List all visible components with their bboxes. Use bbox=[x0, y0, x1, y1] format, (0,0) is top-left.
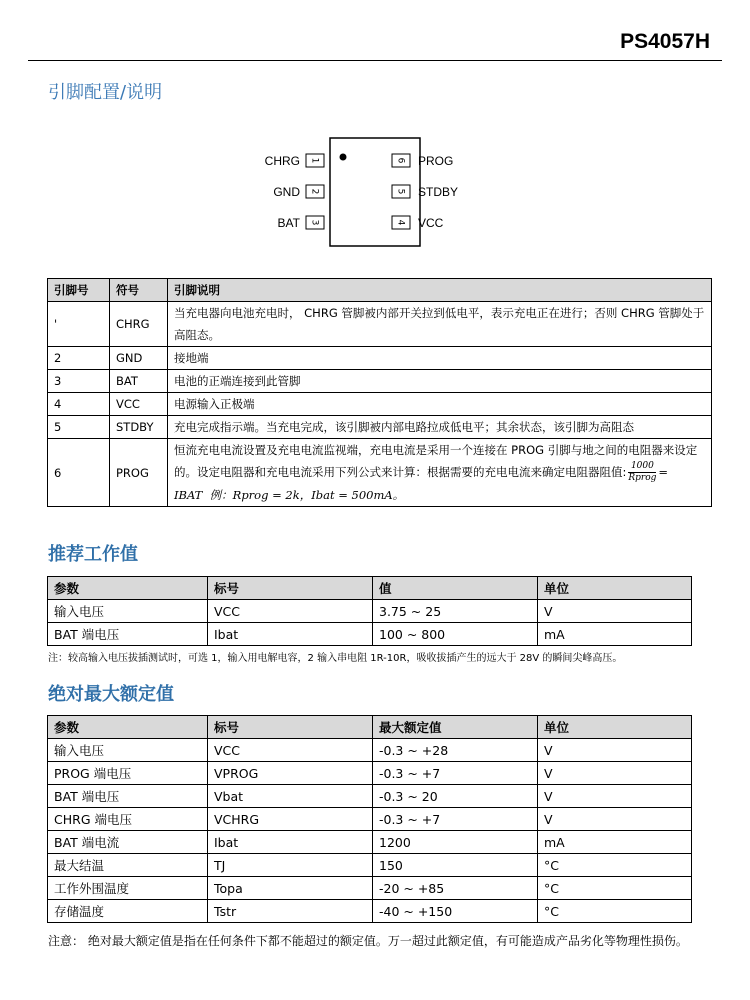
table-cell: -0.3 ~ 20 bbox=[373, 785, 538, 808]
header-cell: 值 bbox=[373, 577, 538, 600]
table-row bbox=[48, 623, 692, 646]
pin-number: 3 bbox=[48, 370, 110, 393]
pin-num-5: 5 bbox=[395, 188, 406, 195]
table-cell: BAT 端电压 bbox=[48, 623, 208, 646]
table-cell: Tstr bbox=[208, 900, 373, 923]
pin-number: 6 bbox=[48, 439, 110, 507]
header-cell: 单位 bbox=[538, 577, 692, 600]
table-cell: °C bbox=[538, 854, 692, 877]
table-cell: V bbox=[538, 600, 692, 623]
table-cell: 输入电压 bbox=[48, 739, 208, 762]
table-row bbox=[48, 762, 692, 785]
table-cell: V bbox=[538, 785, 692, 808]
formula-denominator: Rprog bbox=[628, 473, 657, 483]
pin-label-chrg: CHRG bbox=[264, 154, 300, 168]
pin-num-3: 3 bbox=[309, 219, 320, 226]
pin-number: 2 bbox=[48, 347, 110, 370]
table-cell: 150 bbox=[373, 854, 538, 877]
pin-description: 当充电器向电池充电时， CHRG 管脚被内部开关拉到低电平，表示充电正在进行；否则 CHRG 管脚处于高阻态。 bbox=[168, 302, 712, 347]
absolute-max-note: 注意： 绝对最大额定值是指在任何条件下都不能超过的额定值。万一超过此额定值，有可能造成产品劣化等物理性损伤。 bbox=[48, 934, 688, 948]
pin-symbol: BAT bbox=[110, 370, 168, 393]
table-cell: mA bbox=[538, 831, 692, 854]
table-row bbox=[48, 739, 692, 762]
header-cell: 单位 bbox=[538, 716, 692, 739]
header-cell: 引脚说明 bbox=[168, 279, 712, 302]
pinout-section-title: 引脚配置/说明 bbox=[48, 82, 163, 103]
pin-description bbox=[168, 439, 712, 507]
table-row bbox=[48, 439, 712, 507]
table-row bbox=[48, 393, 712, 416]
recommended-section-title: 推荐工作值 bbox=[48, 544, 138, 565]
table-cell: VCC bbox=[208, 739, 373, 762]
table-row bbox=[48, 877, 692, 900]
table-cell: TJ bbox=[208, 854, 373, 877]
table-cell: CHRG 端电压 bbox=[48, 808, 208, 831]
table-cell: Ibat bbox=[208, 831, 373, 854]
table-row bbox=[48, 854, 692, 877]
header-divider bbox=[28, 60, 722, 61]
pin-num-1: 1 bbox=[309, 157, 320, 164]
pin-num-6: 6 bbox=[395, 157, 406, 164]
pin-description: 充电完成指示端。当充电完成，该引脚被内部电路拉成低电平；其余状态，该引脚为高阻态 bbox=[168, 416, 712, 439]
table-cell: Ibat bbox=[208, 623, 373, 646]
pin-description: 电池的正端连接到此管脚 bbox=[168, 370, 712, 393]
table-cell: Topa bbox=[208, 877, 373, 900]
table-row bbox=[48, 416, 712, 439]
table-cell: Vbat bbox=[208, 785, 373, 808]
table-cell: -20 ~ +85 bbox=[373, 877, 538, 900]
table-cell: V bbox=[538, 739, 692, 762]
table-cell: 输入电压 bbox=[48, 600, 208, 623]
table-cell: -40 ~ +150 bbox=[373, 900, 538, 923]
package-pinout-diagram bbox=[250, 130, 500, 250]
table-cell: VCHRG bbox=[208, 808, 373, 831]
pin-label-stdby: STDBY bbox=[418, 185, 459, 199]
pin-symbol: GND bbox=[110, 347, 168, 370]
table-row bbox=[48, 785, 692, 808]
pin-symbol: CHRG bbox=[110, 302, 168, 347]
table-cell: VPROG bbox=[208, 762, 373, 785]
pin-number: 4 bbox=[48, 393, 110, 416]
table-header-row bbox=[48, 577, 692, 600]
formula-fraction bbox=[628, 461, 656, 484]
header-cell: 最大额定值 bbox=[373, 716, 538, 739]
pin-label-vcc: VCC bbox=[418, 216, 444, 230]
table-cell: 工作外围温度 bbox=[48, 877, 208, 900]
header-cell: 引脚号 bbox=[48, 279, 110, 302]
part-number: PS4057H bbox=[620, 30, 710, 53]
recommended-values-table bbox=[47, 576, 692, 646]
formula-rhs: = IBAT bbox=[174, 465, 669, 502]
pin-label-bat: BAT bbox=[277, 216, 300, 230]
table-cell: 100 ~ 800 bbox=[373, 623, 538, 646]
header-cell: 参数 bbox=[48, 716, 208, 739]
table-cell: V bbox=[538, 808, 692, 831]
pin-description: 电源输入正极端 bbox=[168, 393, 712, 416]
table-cell: 3.75 ~ 25 bbox=[373, 600, 538, 623]
table-cell: BAT 端电流 bbox=[48, 831, 208, 854]
header-cell: 符号 bbox=[110, 279, 168, 302]
table-header-row bbox=[48, 279, 712, 302]
header-cell: 标号 bbox=[208, 577, 373, 600]
header-cell: 标号 bbox=[208, 716, 373, 739]
absolute-max-table bbox=[47, 715, 692, 923]
table-header-row bbox=[48, 716, 692, 739]
table-cell: -0.3 ~ +28 bbox=[373, 739, 538, 762]
table-row bbox=[48, 302, 712, 347]
pin-number: ' bbox=[48, 302, 110, 347]
table-row bbox=[48, 900, 692, 923]
pin-num-2: 2 bbox=[309, 188, 320, 195]
table-cell: °C bbox=[538, 877, 692, 900]
header-cell: 参数 bbox=[48, 577, 208, 600]
table-cell: 1200 bbox=[373, 831, 538, 854]
recommended-note: 注：较高输入电压拔插测试时，可选 1，输入用电解电容，2 输入串电阻 1R-10R，吸收拔插产生的远大于 28V 的瞬间尖峰高压。 bbox=[48, 653, 623, 664]
table-cell: 存储温度 bbox=[48, 900, 208, 923]
table-row bbox=[48, 370, 712, 393]
absolute-max-section-title: 绝对最大额定值 bbox=[48, 684, 174, 705]
table-row bbox=[48, 347, 712, 370]
pin-description-table bbox=[47, 278, 712, 507]
table-row bbox=[48, 808, 692, 831]
pin1-marker-dot bbox=[340, 154, 347, 161]
table-cell: V bbox=[538, 762, 692, 785]
prog-description-text: 恒流充电电流设置及充电电流监视端，充电电流是采用一个连接在 PROG 引脚与地之间的电阻器来设定的。设定电阻器和充电电流采用下列公式来计算：根据需要的充电电流来确定电阻器阻值: bbox=[174, 443, 698, 479]
pin-symbol: VCC bbox=[110, 393, 168, 416]
table-row bbox=[48, 600, 692, 623]
formula-example: 例：Rprog = 2k，Ibat = 500mA。 bbox=[209, 488, 405, 502]
table-cell: °C bbox=[538, 900, 692, 923]
table-cell: BAT 端电压 bbox=[48, 785, 208, 808]
pin-label-prog: PROG bbox=[418, 154, 454, 168]
table-cell: PROG 端电压 bbox=[48, 762, 208, 785]
table-cell: 最大结温 bbox=[48, 854, 208, 877]
table-cell: -0.3 ~ +7 bbox=[373, 808, 538, 831]
pin-num-4: 4 bbox=[395, 219, 406, 226]
table-row bbox=[48, 831, 692, 854]
formula-numerator: 1000 bbox=[628, 461, 656, 473]
pin-description: 接地端 bbox=[168, 347, 712, 370]
table-cell: mA bbox=[538, 623, 692, 646]
table-cell: VCC bbox=[208, 600, 373, 623]
pin-symbol: STDBY bbox=[110, 416, 168, 439]
pin-symbol: PROG bbox=[110, 439, 168, 507]
table-cell: -0.3 ~ +7 bbox=[373, 762, 538, 785]
pin-number: 5 bbox=[48, 416, 110, 439]
pin-label-gnd: GND bbox=[273, 185, 300, 199]
